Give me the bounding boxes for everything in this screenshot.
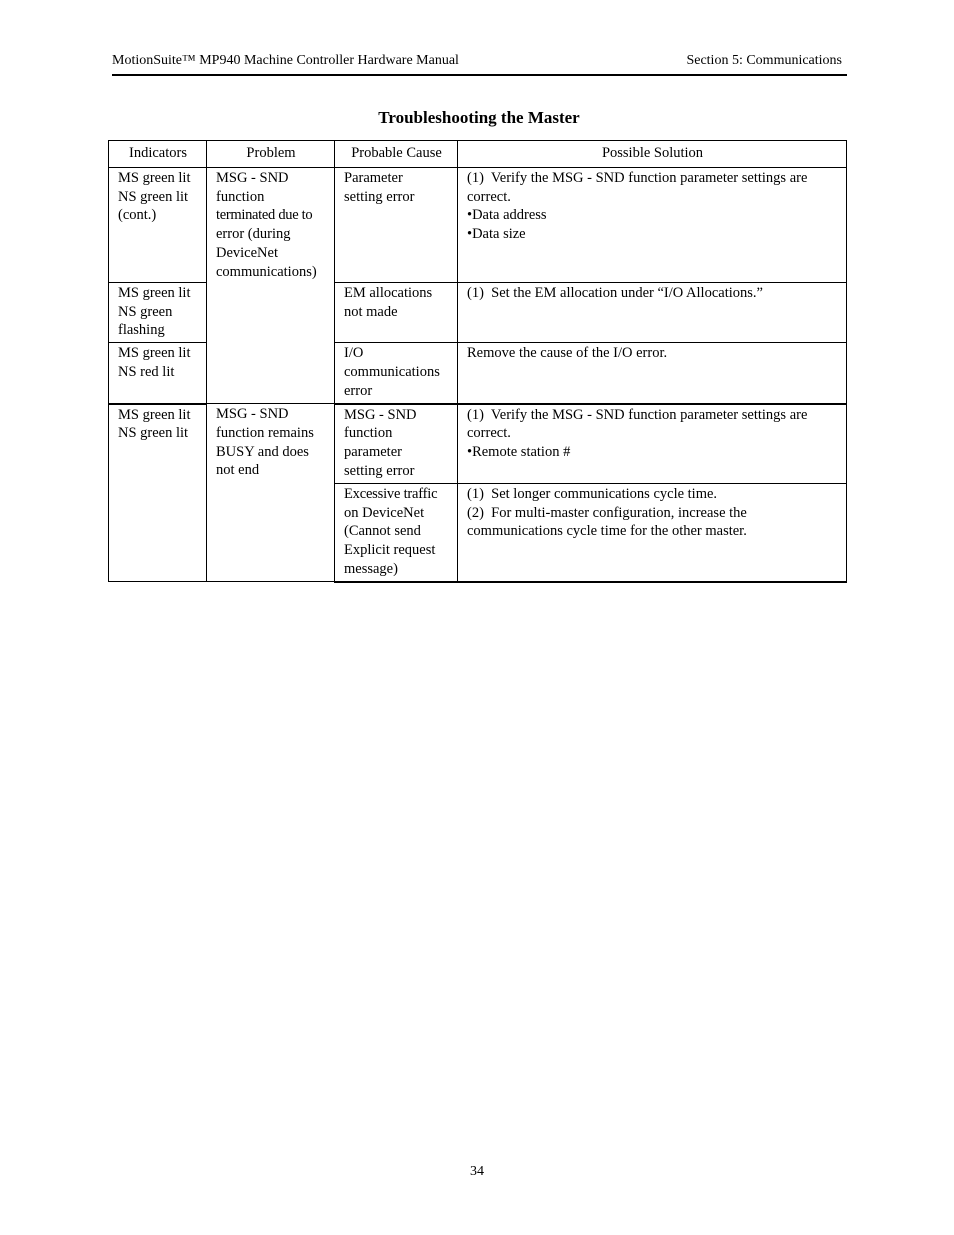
cell-cause: [335, 343, 458, 404]
cell-cause: [335, 404, 458, 484]
cell-line: communications: [344, 363, 440, 380]
cell-line: (cont.): [118, 207, 157, 224]
cell-line: BUSY and does: [216, 443, 309, 460]
cell-line: Explicit request: [344, 542, 436, 559]
cell-line: on DeviceNet: [344, 504, 425, 521]
cell-line: NS green lit: [118, 425, 189, 442]
cell-line: •Data size: [467, 226, 526, 243]
troubleshooting-table: [108, 140, 847, 583]
header-problem: Problem: [207, 141, 335, 168]
cell-line: not made: [344, 303, 398, 320]
header-possible-solution: Possible Solution: [458, 141, 847, 168]
cell-line: Excessive traffic: [344, 485, 438, 502]
cell-indicators: [109, 404, 207, 582]
header-manual-title: MotionSuite™ MP940 Machine Controller Hardware Manual: [112, 53, 459, 68]
header-section-title: Section 5: Communications: [686, 53, 842, 68]
cell-line: setting error: [344, 188, 415, 205]
cell-indicators: [109, 343, 207, 404]
cell-line: flashing: [118, 322, 165, 339]
cell-solution: [458, 343, 847, 404]
cell-line: MSG - SND: [344, 406, 417, 423]
table-title: Troubleshooting the Master: [378, 108, 580, 127]
cell-line: MS green lit: [118, 169, 191, 186]
cell-cause: [335, 282, 458, 342]
cell-problem: [207, 404, 335, 582]
cell-line: (Cannot send: [344, 523, 421, 540]
cell-line: NS red lit: [118, 363, 175, 380]
cell-line: NS green: [118, 303, 173, 320]
cell-line: •Remote station #: [467, 444, 571, 461]
cell-line: (1) Set the EM allocation under “I/O Allocations.”: [467, 284, 763, 301]
cell-line: error: [344, 382, 373, 399]
table-row: [109, 167, 847, 282]
cell-line: function remains: [216, 424, 314, 441]
table-header-row: [109, 141, 847, 168]
cell-line: MS green lit: [118, 345, 191, 362]
running-header: [112, 52, 846, 70]
cell-line: Remove the cause of the I/O error.: [467, 345, 668, 362]
cell-line: NS green lit: [118, 188, 189, 205]
cell-cause: [335, 167, 458, 282]
cell-line: (2) For multi-master configuration, increase the communications cycle time for the other master.: [467, 504, 751, 540]
header-probable-cause: Probable Cause: [335, 141, 458, 168]
cell-line: terminated due to: [216, 207, 313, 224]
cell-line: •Data address: [467, 207, 547, 224]
cell-line: MSG - SND: [216, 169, 289, 186]
cell-solution: [458, 483, 847, 581]
page-number: 34: [470, 1164, 484, 1179]
header-indicators: Indicators: [109, 141, 207, 168]
cell-line: parameter: [344, 444, 402, 461]
cell-line: communications): [216, 263, 317, 280]
cell-line: EM allocations: [344, 284, 433, 301]
cell-line: DeviceNet: [216, 244, 278, 261]
cell-line: (1) Set longer communications cycle time.: [467, 485, 718, 502]
cell-line: I/O: [344, 345, 364, 362]
cell-indicators: [109, 282, 207, 342]
cell-cause: [335, 483, 458, 581]
cell-line: function: [216, 188, 265, 205]
cell-line: setting error: [344, 462, 415, 479]
cell-line: MS green lit: [118, 406, 191, 423]
cell-line: Parameter: [344, 169, 403, 186]
cell-solution: [458, 282, 847, 342]
cell-indicators: [109, 167, 207, 282]
cell-line: error (during: [216, 226, 291, 243]
cell-line: (1) Verify the MSG - SND function parameter settings are correct.: [467, 406, 812, 442]
cell-line: MSG - SND: [216, 406, 289, 423]
cell-line: function: [344, 425, 393, 442]
cell-line: not end: [216, 462, 260, 479]
cell-solution: [458, 404, 847, 484]
table-row: [109, 404, 847, 484]
cell-line: (1) Verify the MSG - SND function parameter settings are correct.: [467, 169, 812, 205]
cell-problem: [207, 167, 335, 403]
cell-line: message): [344, 560, 398, 577]
header-rule: [112, 74, 847, 76]
cell-line: MS green lit: [118, 284, 191, 301]
cell-solution: [458, 167, 847, 282]
